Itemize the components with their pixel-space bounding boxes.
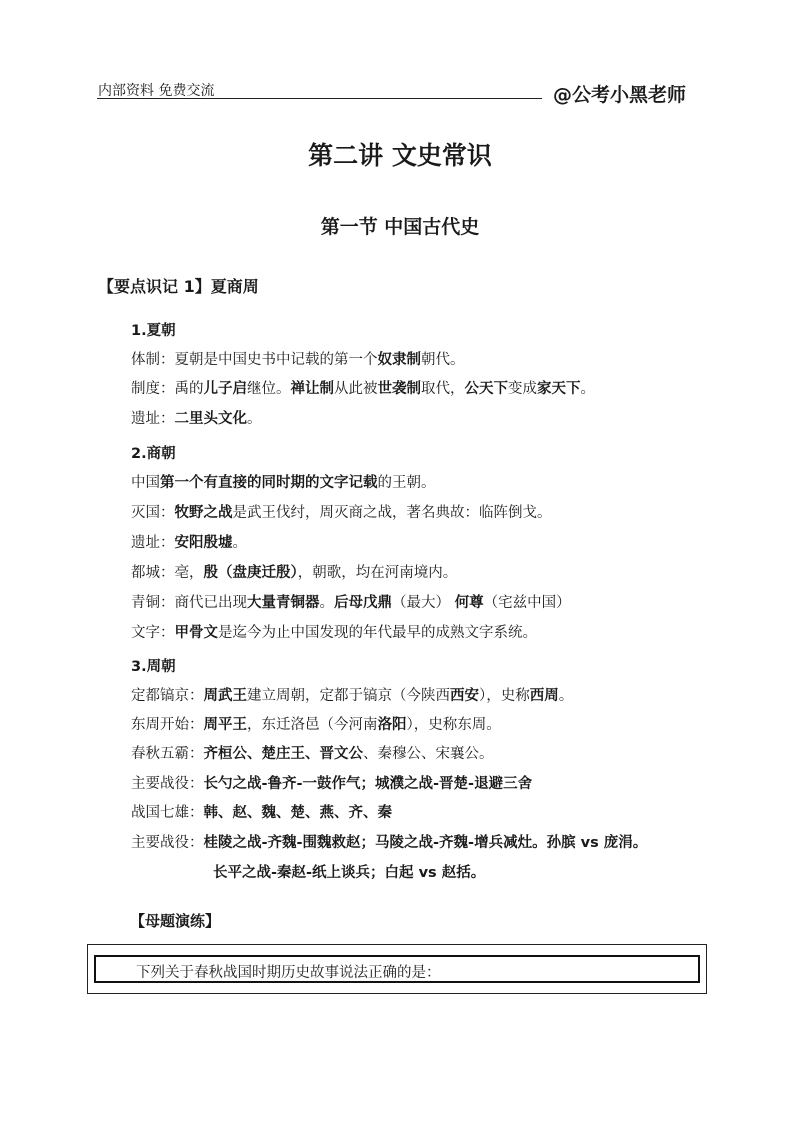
text-line — [213, 863, 485, 883]
text-segment: 主要战役： — [131, 776, 204, 792]
question-text: 下列关于春秋战国时期历史故事说法正确的是： — [136, 965, 441, 981]
text-segment: ，东迁洛邑（今河南 — [247, 717, 378, 733]
bold-term: 西安 — [450, 688, 479, 704]
text-segment: 从此被 — [334, 381, 378, 397]
text-segment: 定都镐京： — [131, 688, 204, 704]
text-segment: 灭国： — [131, 505, 175, 521]
text-line — [131, 321, 176, 341]
bold-term: 第一个有直接的同时期的文字记载 — [160, 475, 378, 491]
subsection-heading: 2.商朝 — [131, 446, 176, 462]
header-author: @公考小黑老师 — [553, 84, 687, 106]
bold-term: 二里头文化 — [174, 411, 247, 427]
text-segment: 。 — [580, 381, 595, 397]
bold-term: 殷（盘庚迁殷） — [203, 565, 298, 581]
section-title: 第一节 中国古代史 — [320, 216, 480, 238]
text-segment: （宅兹中国） — [483, 595, 571, 611]
text-segment: 。 — [247, 411, 262, 427]
text-segment: 制度：禹的 — [131, 381, 204, 397]
text-segment: ），史称东周。 — [406, 717, 501, 733]
bold-term: 后母戊鼎 — [334, 595, 392, 611]
text-line — [131, 350, 465, 370]
bold-term: 周平王 — [203, 717, 247, 733]
text-line — [131, 533, 247, 553]
text-line — [131, 686, 573, 706]
bold-term: 大量青铜器 — [247, 595, 320, 611]
text-segment: 是迄今为止中国发现的年代最早的成熟文字系统。 — [218, 625, 537, 641]
text-line — [131, 444, 176, 464]
bold-term: 桂陵之战-齐魏-围魏救赵；马陵之战-齐魏-增兵减灶。孙膑 vs 庞涓。 — [203, 835, 648, 851]
text-line — [131, 409, 262, 429]
bold-term: 世袭制 — [377, 381, 421, 397]
header-rule — [97, 98, 542, 99]
text-segment: 都城：亳， — [131, 565, 204, 581]
text-segment: 。 — [558, 688, 574, 704]
header-left-text: 内部资料 免费交流 — [98, 83, 215, 99]
subsection-heading: 3.周朝 — [131, 659, 176, 675]
bold-term: 儿子启 — [203, 381, 247, 397]
text-segment: 变成 — [508, 381, 537, 397]
bold-term: 牧野之战 — [174, 505, 233, 521]
text-segment: 。 — [232, 535, 247, 551]
text-segment: 取代， — [421, 381, 465, 397]
text-segment: 青铜：商代已出现 — [131, 595, 247, 611]
text-segment: ），史称 — [479, 688, 530, 704]
text-segment: 中国 — [131, 475, 160, 491]
bold-term: 甲骨文 — [174, 625, 218, 641]
text-segment: （最大） — [392, 595, 455, 611]
text-segment: 文字： — [131, 625, 175, 641]
text-segment: 。 — [319, 595, 334, 611]
text-segment: 春秋五霸： — [131, 746, 204, 762]
subsection-heading: 1.夏朝 — [131, 323, 176, 339]
text-segment: 主要战役： — [131, 835, 204, 851]
bold-term: 奴隶制 — [377, 352, 421, 368]
text-line — [131, 473, 436, 493]
text-segment: 东周开始： — [131, 717, 204, 733]
bold-term: 长勺之战-鲁齐-一鼓作气；城濮之战-晋楚-退避三舍 — [203, 776, 533, 792]
text-segment: 建立周朝，定都于镐京（今陕西 — [247, 688, 450, 704]
keypoint-heading: 【要点识记 1】夏商周 — [98, 277, 259, 296]
text-line — [131, 563, 457, 583]
bold-term: 韩、赵、魏、楚、燕、齐、秦 — [203, 805, 392, 821]
page-title: 第二讲 文史常识 — [308, 141, 492, 170]
bold-term: 齐桓公、楚庄王、晋文公 — [203, 746, 363, 762]
bold-term: 禅让制 — [290, 381, 334, 397]
text-segment: 的王朝。 — [377, 475, 436, 491]
text-segment: 遗址： — [131, 411, 175, 427]
text-line — [131, 593, 571, 613]
text-segment: ，朝歌，均在河南境内。 — [297, 565, 458, 581]
bold-term: 周武王 — [203, 688, 247, 704]
text-line — [131, 623, 537, 643]
bold-term: 公天下 — [464, 381, 508, 397]
exercise-heading: 【母题演练】 — [130, 912, 221, 930]
text-segment: 战国七雄： — [131, 805, 204, 821]
bold-term: 安阳殷墟 — [174, 535, 233, 551]
text-line — [131, 774, 532, 794]
bold-term: 何尊 — [454, 595, 484, 611]
bold-term: 西周 — [529, 688, 559, 704]
text-segment: 继位。 — [247, 381, 291, 397]
question-box-inner — [94, 955, 700, 983]
text-segment: 是武王伐纣，周灭商之战，著名典故：临阵倒戈。 — [232, 505, 552, 521]
text-line — [131, 715, 501, 735]
text-line — [131, 379, 595, 399]
text-line — [131, 657, 176, 677]
text-segment: 、秦穆公、宋襄公。 — [363, 746, 494, 762]
text-segment: 朝代。 — [421, 352, 465, 368]
question-box — [87, 944, 707, 994]
text-line — [131, 744, 494, 764]
text-segment: 体制：夏朝是中国史书中记载的第一个 — [131, 352, 378, 368]
bold-term: 家天下 — [537, 381, 581, 397]
text-line — [131, 833, 647, 853]
text-line — [131, 503, 552, 523]
text-segment: 遗址： — [131, 535, 175, 551]
bold-term: 长平之战-秦赵-纸上谈兵；白起 vs 赵括。 — [213, 865, 486, 881]
text-line — [131, 803, 392, 823]
bold-term: 洛阳 — [377, 717, 407, 733]
